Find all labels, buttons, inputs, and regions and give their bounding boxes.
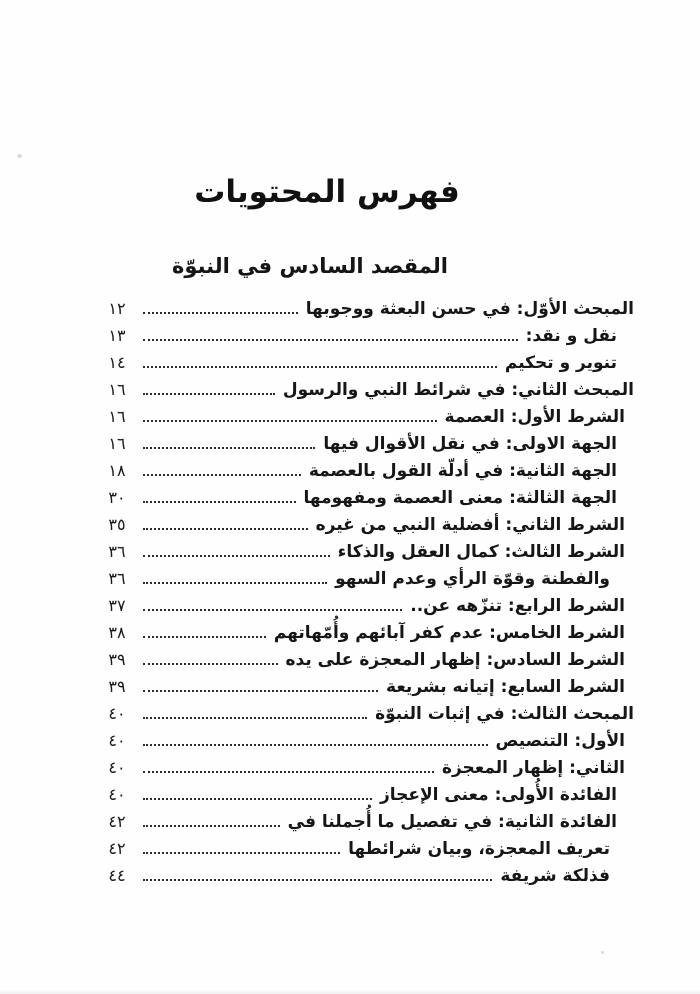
toc-entry-page-number: ١٦: [108, 380, 126, 399]
toc-entry-page-number: ٤٠: [108, 758, 126, 777]
toc-entry-label: الشرط السابع: إتيانه بشريعة: [386, 677, 625, 697]
dot-leader: [143, 538, 330, 565]
toc-row: [100, 700, 634, 727]
dot-leader: [143, 646, 278, 673]
toc-row: [100, 538, 634, 565]
dot-leader: [143, 457, 301, 484]
toc-entry-label: فذلكة شريفة: [500, 866, 610, 886]
toc-entry-label: الفائدة الأُولى: معنى الإعجاز: [379, 785, 617, 805]
toc-row: [100, 295, 634, 322]
toc-entry-page-number: ٣٥: [108, 515, 126, 534]
dot-leader: [143, 322, 518, 349]
toc-entry-page-number: ٤٤: [108, 866, 126, 885]
dot-leader: [143, 808, 280, 835]
toc-entry-label: المبحث الأوّل: في حسن البعثة ووجوبها: [305, 299, 634, 319]
scan-artifact: [601, 951, 604, 954]
dot-leader: [143, 673, 378, 700]
toc-row: [100, 376, 634, 403]
toc-entry-page-number: ٣٦: [108, 569, 126, 588]
toc-entry-label: نقل و نقد:: [525, 326, 617, 346]
toc-row: [100, 808, 634, 835]
toc-row: [100, 457, 634, 484]
section-heading: المقصد السادس في النبوّة: [172, 254, 448, 278]
dot-leader: [143, 403, 437, 430]
scan-artifact: [17, 154, 22, 158]
toc-entry-page-number: ٤٠: [108, 785, 126, 804]
dot-leader: [143, 754, 434, 781]
dot-leader: [143, 565, 327, 592]
dot-leader: [143, 511, 308, 538]
toc-row: [100, 592, 634, 619]
toc-row: [100, 349, 634, 376]
toc-entry-page-number: ١٦: [108, 407, 126, 426]
toc-row: [100, 781, 634, 808]
toc-entry-label: الشرط السادس: إظهار المعجزة على يده: [285, 650, 625, 670]
toc-row: [100, 565, 634, 592]
toc-entry-label: الأول: التنصيص: [495, 731, 625, 751]
toc-entry-label: الفائدة الثانية: في تفصيل ما أُجملنا في: [287, 812, 617, 832]
toc-entry-label: الشرط الرابع: تنزّهه عن..: [410, 596, 625, 616]
toc-row: [100, 619, 634, 646]
toc-entry-label: الجهة الثالثة: معنى العصمة ومفهومها: [303, 488, 617, 508]
toc-row: [100, 511, 634, 538]
toc-entry-page-number: ٣٩: [108, 677, 126, 696]
dot-leader: [143, 295, 298, 322]
toc-entry-page-number: ٤٢: [108, 812, 126, 831]
dot-leader: [143, 781, 372, 808]
toc-entry-page-number: ١٢: [108, 299, 126, 318]
toc-entry-label: الشرط الثالث: كمال العقل والذكاء: [337, 542, 625, 562]
toc-entry-label: الجهة الثانية: في أدلّة القول بالعصمة: [308, 461, 617, 481]
page-title: فهرس المحتويات: [194, 174, 460, 210]
toc-entry-label: الشرط الخامس: عدم كفر آبائهم وأُمّهاتهم: [273, 623, 625, 643]
toc-entry-label: الجهة الاولى: في نقل الأقوال فيها: [323, 434, 617, 454]
toc-entry-page-number: ١٤: [108, 353, 126, 372]
toc-row: [100, 430, 634, 457]
toc-row: [100, 322, 634, 349]
toc-row: [100, 727, 634, 754]
scan-edge-shadow: [0, 989, 700, 994]
dot-leader: [143, 862, 492, 889]
toc-entry-label: المبحث الثالث: في إثبات النبوّة: [375, 704, 634, 724]
toc-row: [100, 835, 634, 862]
toc-list: [100, 295, 634, 889]
toc-entry-label: والفطنة وقوّة الرأي وعدم السهو: [335, 569, 610, 589]
toc-entry-label: المبحث الثاني: في شرائط النبي والرسول: [282, 380, 634, 400]
toc-entry-page-number: ٤٢: [108, 839, 126, 858]
toc-entry-page-number: ١٦: [108, 434, 126, 453]
toc-entry-label: الشرط الأول: العصمة: [444, 407, 625, 427]
toc-entry-label: تنوير و تحكيم: [504, 353, 617, 373]
toc-entry-page-number: ١٨: [108, 461, 126, 480]
toc-row: [100, 673, 634, 700]
toc-entry-page-number: ٤٠: [108, 731, 126, 750]
toc-entry-label: تعريف المعجزة، وبيان شرائطها: [348, 839, 610, 859]
toc-row: [100, 754, 634, 781]
toc-entry-page-number: ٣٧: [108, 596, 126, 615]
toc-row: [100, 484, 634, 511]
toc-entry-page-number: ٤٠: [108, 704, 126, 723]
dot-leader: [143, 592, 402, 619]
dot-leader: [143, 619, 266, 646]
toc-entry-page-number: ٣٠: [108, 488, 126, 507]
toc-entry-page-number: ١٣: [108, 326, 126, 345]
toc-row: [100, 403, 634, 430]
dot-leader: [143, 349, 497, 376]
toc-entry-page-number: ٣٩: [108, 650, 126, 669]
dot-leader: [143, 484, 296, 511]
toc-entry-label: الشرط الثاني: أفضلية النبي من غيره: [315, 515, 625, 535]
toc-entry-page-number: ٣٦: [108, 542, 126, 561]
toc-row: [100, 646, 634, 673]
toc-row: [100, 862, 634, 889]
dot-leader: [143, 700, 367, 727]
toc-entry-page-number: ٣٨: [108, 623, 126, 642]
dot-leader: [143, 727, 488, 754]
dot-leader: [143, 430, 315, 457]
toc-entry-label: الثاني: إظهار المعجزة: [441, 758, 625, 778]
dot-leader: [143, 835, 340, 862]
dot-leader: [143, 376, 275, 403]
